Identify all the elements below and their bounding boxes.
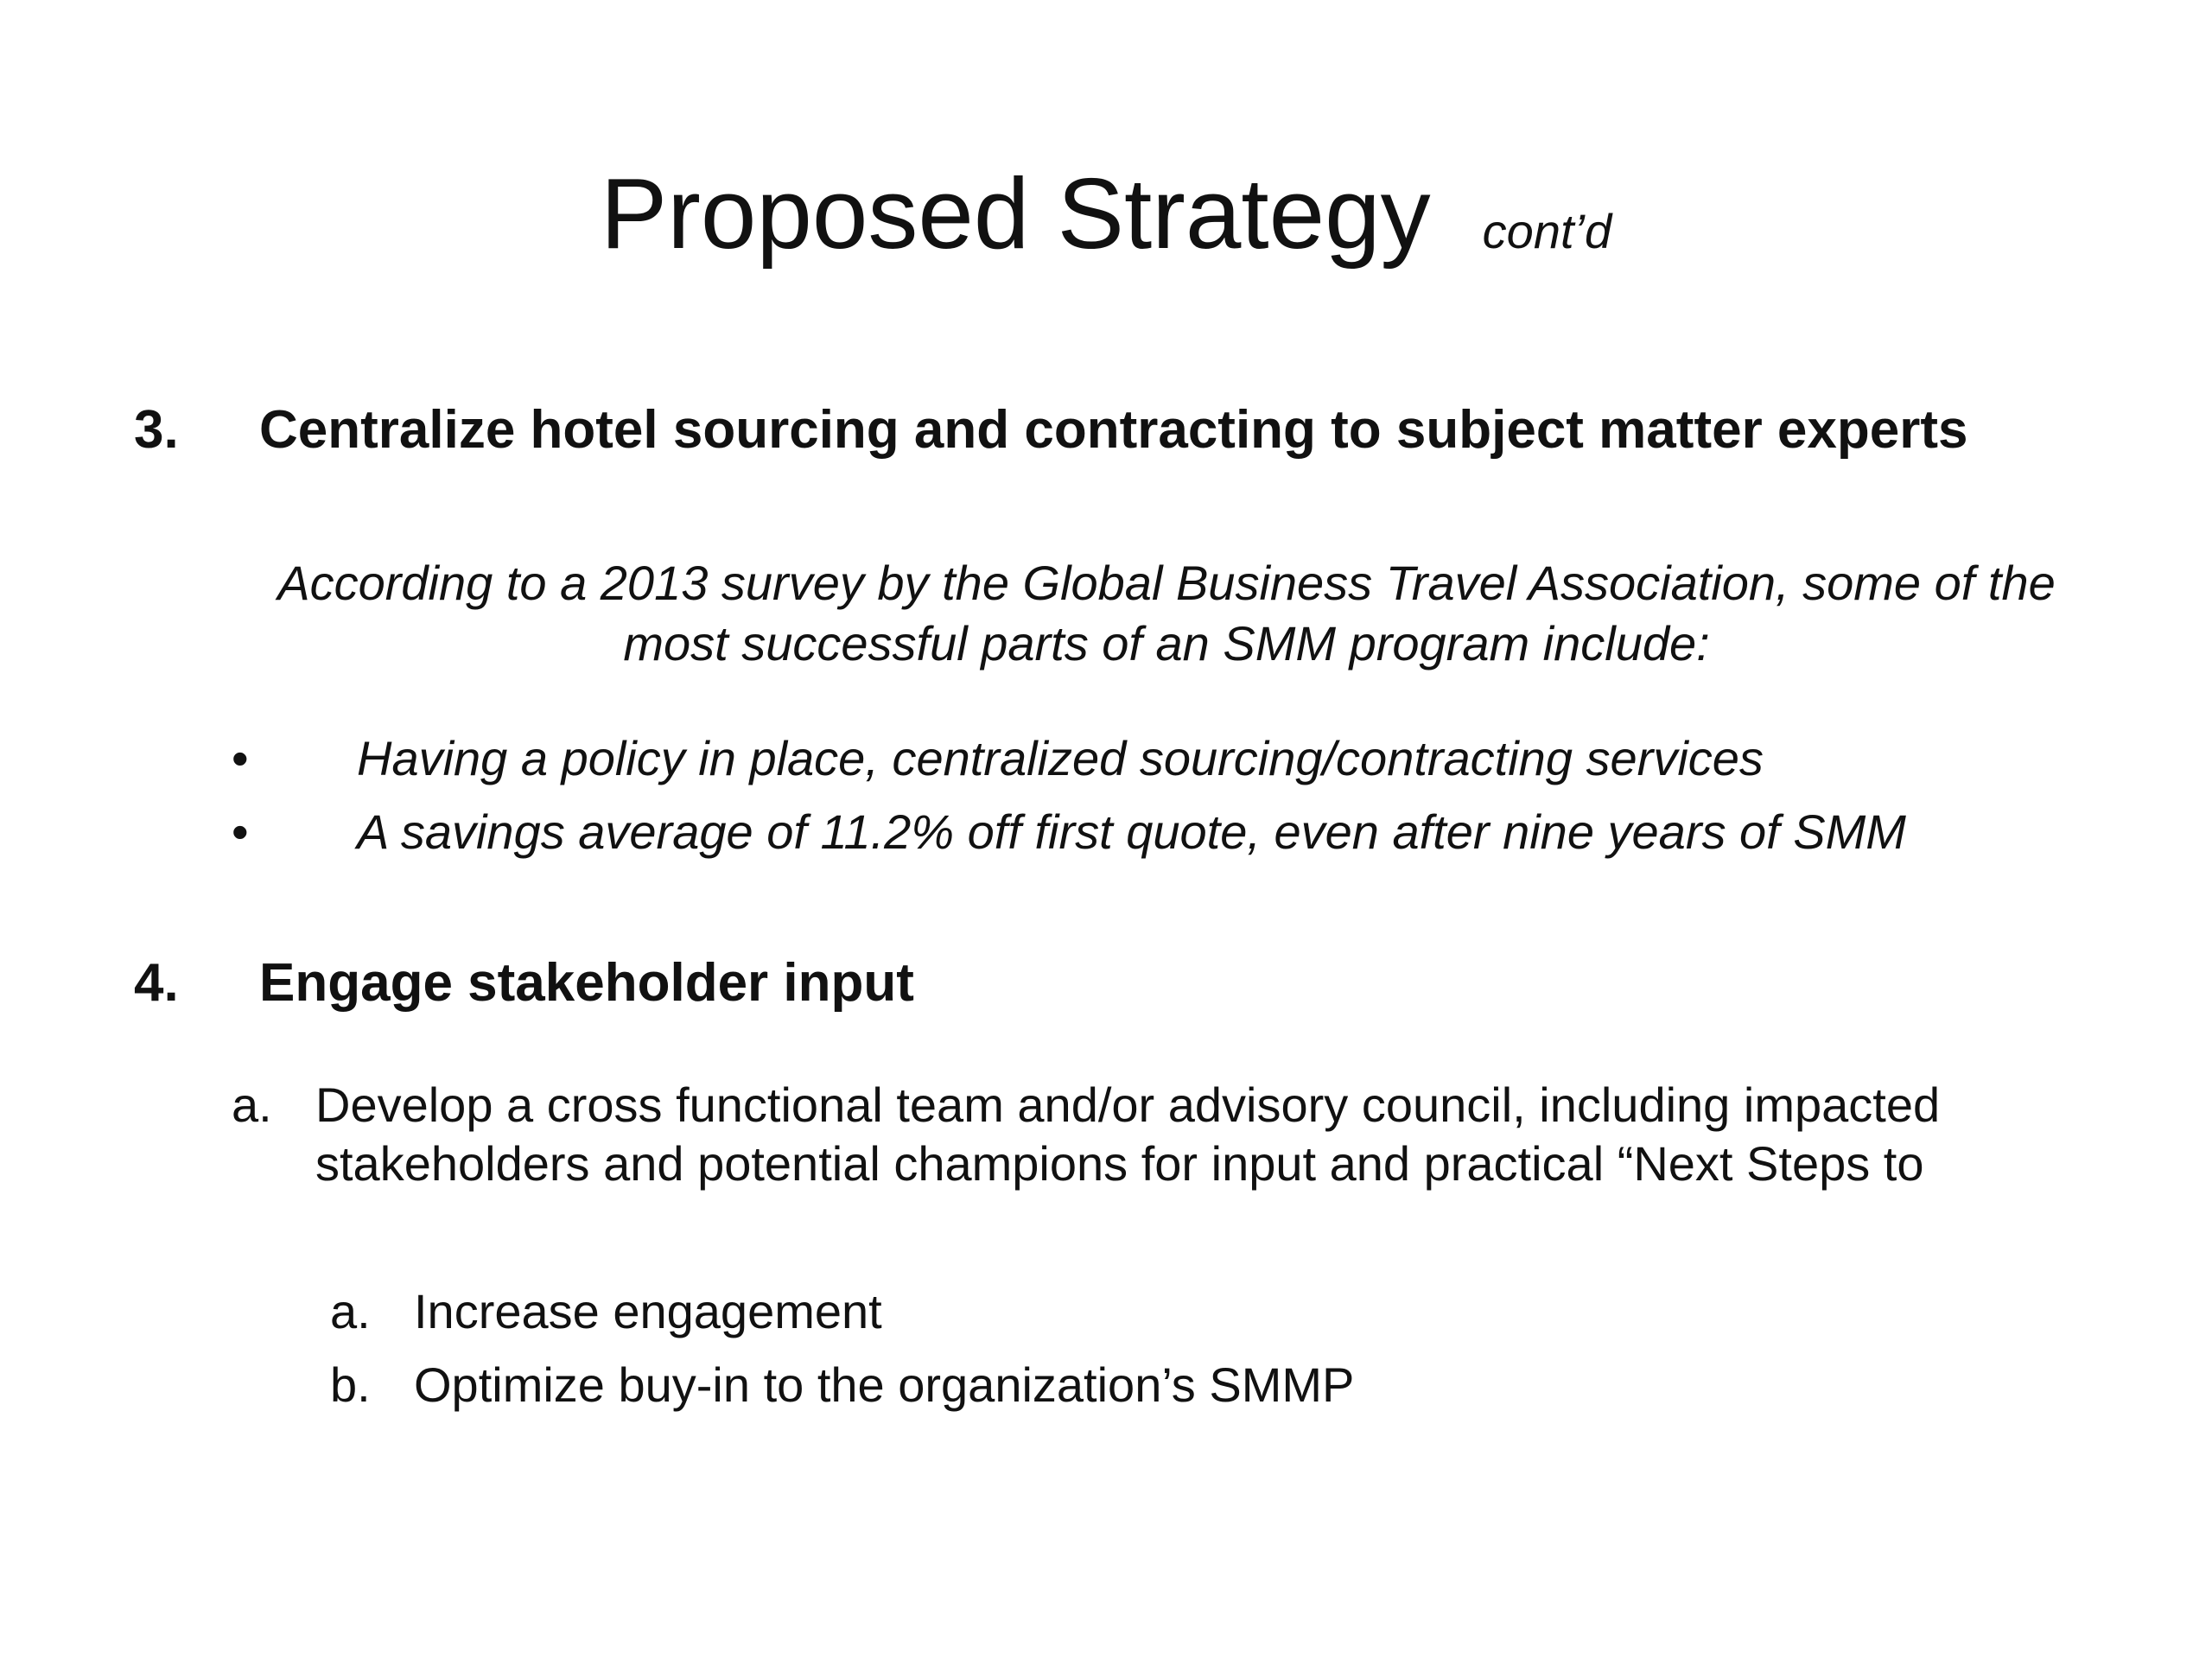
section-4-heading-text: Engage stakeholder input (259, 953, 914, 1013)
survey-quote-line-1: According to a 2013 survey by the Global Business Travel Association, some of the (277, 556, 2056, 610)
survey-quote-line-2: most successful parts of an SMM program include: (623, 616, 1710, 671)
item-marker: b. (330, 1357, 371, 1412)
bullet-marker: • (232, 804, 249, 859)
bullet-text: Having a policy in place, centralized sourcing/contracting services (357, 731, 1764, 785)
slide-title: Proposed Strategy (600, 157, 1431, 270)
item-text: Increase engagement (414, 1284, 882, 1338)
section-3-heading (134, 399, 1968, 461)
bullet-item (232, 730, 1764, 786)
title-suffix: cont’d (1482, 204, 1612, 258)
item-text (315, 1076, 1940, 1193)
list-item (330, 1282, 882, 1341)
item-text-line-1: Develop a cross functional team and/or advisory council, including impacted (315, 1077, 1941, 1132)
item-marker: a. (232, 1077, 272, 1132)
item-text-line-2: stakeholders and potential champions for input and practical “Next Steps to (315, 1136, 1924, 1191)
item-marker: a. (330, 1284, 371, 1338)
bullet-item (232, 804, 1906, 860)
bullet-text: A savings average of 11.2% off first quote, even after nine years of SMM (357, 804, 1906, 859)
section-4-heading (134, 952, 914, 1014)
survey-quote (130, 553, 2203, 674)
section-3-number: 3. (134, 400, 179, 460)
section-4-number: 4. (134, 953, 179, 1013)
bullet-marker: • (232, 731, 249, 785)
item-text: Optimize buy-in to the organization’s SMMP (414, 1357, 1355, 1412)
title-row (0, 156, 2212, 271)
stakeholder-item-a (232, 1076, 1940, 1193)
list-item (330, 1356, 1354, 1414)
section-3-heading-text: Centralize hotel sourcing and contracting to subject matter experts (259, 400, 1968, 460)
